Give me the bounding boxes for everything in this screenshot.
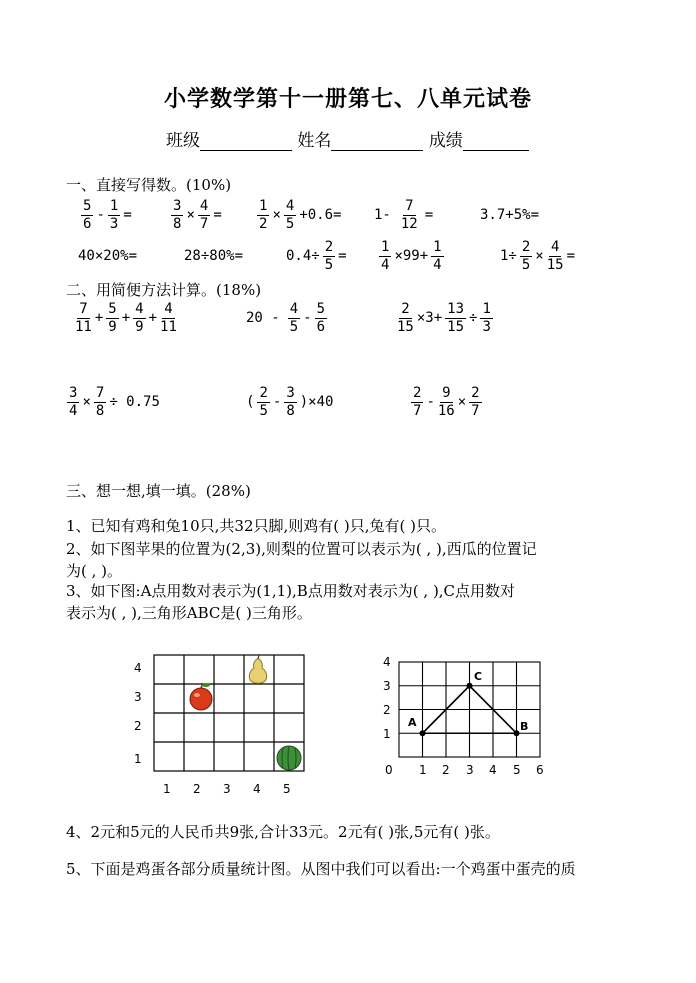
fraction: $\frac{7}{11}$ bbox=[75, 300, 92, 335]
s1-expr-4: 1- $\frac{7}{12}$ = bbox=[374, 197, 434, 232]
x-tick-label: 1 bbox=[419, 763, 427, 777]
fraction: $\frac{3}{8}$ bbox=[173, 197, 182, 232]
point-a-label: A bbox=[408, 716, 417, 729]
s2-expr-6: $\frac{2}{7}$ - $\frac{9}{16}$ × $\frac{2}{7}$ bbox=[413, 384, 480, 419]
fraction: $\frac{2}{15}$ bbox=[397, 300, 414, 335]
point-b-label: B bbox=[520, 720, 529, 733]
s1-expr-1: $\frac{5}{6}$ - $\frac{1}{3}$ = bbox=[83, 197, 132, 232]
fraction: $\frac{9}{16}$ bbox=[437, 384, 455, 419]
y-tick-label: 4 bbox=[383, 655, 391, 669]
fraction: $\frac{4}{9}$ bbox=[135, 300, 144, 335]
fraction: $\frac{1}{3}$ bbox=[482, 300, 491, 335]
point-b bbox=[514, 730, 520, 736]
fraction: $\frac{2}{7}$ bbox=[413, 384, 422, 419]
fraction: $\frac{5}{6}$ bbox=[83, 197, 92, 232]
score-label: 成绩 bbox=[428, 131, 463, 151]
y-tick-label: 1 bbox=[134, 752, 142, 766]
coordinate-grid bbox=[378, 652, 548, 782]
y-tick-label: 2 bbox=[134, 719, 142, 733]
watermelon-icon bbox=[277, 746, 301, 770]
grid-lines bbox=[399, 662, 540, 757]
x-tick-label: 3 bbox=[223, 782, 231, 796]
x-tick-label: 2 bbox=[442, 763, 450, 777]
question-4: 4、2元和5元的人民币共9张,合计33元。2元有( )张,5元有( )张。 bbox=[66, 823, 500, 841]
fraction: $\frac{13}{15}$ bbox=[447, 300, 465, 335]
fraction: $\frac{3}{4}$ bbox=[69, 384, 78, 419]
fraction: $\frac{2}{7}$ bbox=[471, 384, 480, 419]
point-a bbox=[420, 730, 426, 736]
fruit-grid bbox=[125, 648, 315, 800]
fraction: $\frac{2}{5}$ bbox=[521, 238, 531, 273]
question-3-line-1: 3、如下图:A点用数对表示为(1,1),B点用数对表示为( , ),C点用数对 bbox=[66, 582, 516, 600]
x-tick-label: 4 bbox=[489, 763, 497, 777]
section3-heading: 三、想一想,填一填。(28%) bbox=[66, 482, 251, 500]
fraction: $\frac{4}{11}$ bbox=[160, 300, 177, 335]
fraction: $\frac{4}{5}$ bbox=[289, 300, 299, 335]
score-blank[interactable] bbox=[463, 132, 529, 151]
question-5: 5、下面是鸡蛋各部分质量统计图。从图中我们可以看出:一个鸡蛋中蛋壳的质 bbox=[66, 860, 576, 878]
s1-expr-2: $\frac{3}{8}$ × $\frac{4}{7}$ = bbox=[173, 197, 222, 232]
question-1: 1、已知有鸡和兔10只,共32只脚,则鸡有( )只,兔有( )只。 bbox=[66, 517, 446, 535]
x-tick-label: 1 bbox=[163, 782, 171, 796]
s2-expr-3: $\frac{2}{15}$ ×3+ $\frac{13}{15}$ ÷ $\frac{1}{3}$ bbox=[397, 300, 491, 335]
header-info bbox=[166, 126, 529, 151]
fraction: $\frac{1}{2}$ bbox=[259, 197, 268, 232]
pear-icon bbox=[249, 655, 266, 683]
y-tick-label: 4 bbox=[134, 661, 142, 675]
s1-expr-9: $\frac{1}{4}$ ×99+ $\frac{1}{4}$ bbox=[381, 238, 442, 273]
question-2-line-2: 为( , )。 bbox=[66, 562, 123, 580]
s1-expr-6: 40×20%= bbox=[78, 248, 138, 264]
x-tick-label: 5 bbox=[283, 782, 291, 796]
fraction: $\frac{3}{8}$ bbox=[286, 384, 295, 419]
s1-expr-7: 28÷80%= bbox=[184, 248, 244, 264]
page-title: 小学数学第十一册第七、八单元试卷 bbox=[163, 86, 532, 112]
s1-expr-8: 0.4÷ $\frac{2}{5}$ = bbox=[286, 238, 347, 273]
section1-heading: 一、直接写得数。(10%) bbox=[66, 176, 232, 194]
point-c-label: C bbox=[474, 670, 483, 683]
s2-expr-5: ( $\frac{2}{5}$ - $\frac{3}{8}$ )×40 bbox=[246, 384, 334, 419]
x-tick-label: 6 bbox=[536, 763, 544, 777]
y-tick-label: 1 bbox=[383, 727, 391, 741]
name-blank[interactable] bbox=[331, 132, 423, 151]
name-label: 姓名 bbox=[297, 131, 332, 151]
apple-icon bbox=[190, 683, 212, 710]
fraction: $\frac{2}{5}$ bbox=[259, 384, 268, 419]
point-c bbox=[467, 683, 473, 689]
fraction: $\frac{2}{5}$ bbox=[324, 238, 334, 273]
question-3-line-2: 表示为( , ),三角形ABC是( )三角形。 bbox=[66, 604, 312, 622]
x-tick-label: 0 bbox=[385, 763, 393, 777]
class-blank[interactable] bbox=[200, 132, 292, 151]
x-tick-label: 4 bbox=[253, 782, 261, 796]
fraction: $\frac{1}{4}$ bbox=[433, 238, 442, 273]
fraction: $\frac{5}{6}$ bbox=[316, 300, 326, 335]
fraction: $\frac{4}{7}$ bbox=[199, 197, 209, 232]
y-tick-label: 3 bbox=[383, 679, 391, 693]
x-tick-label: 5 bbox=[513, 763, 521, 777]
x-tick-label: 3 bbox=[466, 763, 474, 777]
y-tick-label: 3 bbox=[134, 690, 142, 704]
fraction: $\frac{7}{12}$ bbox=[400, 197, 418, 232]
s1-expr-10: 1÷ $\frac{2}{5}$ × $\frac{4}{15}$ = bbox=[500, 238, 576, 273]
fraction: $\frac{4}{5}$ bbox=[285, 197, 295, 232]
fraction: $\frac{7}{8}$ bbox=[95, 384, 105, 419]
class-label: 班级 bbox=[166, 131, 200, 151]
s2-expr-1: $\frac{7}{11}$ + $\frac{5}{9}$ + $\frac{4}{9}$ + $\frac{4}{11}$ bbox=[75, 300, 177, 335]
fraction: $\frac{5}{9}$ bbox=[108, 300, 117, 335]
s2-expr-4: $\frac{3}{4}$ × $\frac{7}{8}$ ÷ 0.75 bbox=[69, 384, 160, 419]
s1-expr-3: $\frac{1}{2}$ × $\frac{4}{5}$ +0.6= bbox=[259, 197, 342, 232]
fraction: $\frac{1}{4}$ bbox=[381, 238, 390, 273]
x-tick-label: 2 bbox=[193, 782, 201, 796]
s1-expr-5: 3.7+5%= bbox=[480, 207, 540, 223]
question-2-line-1: 2、如下图苹果的位置为(2,3),则梨的位置可以表示为( , ),西瓜的位置记 bbox=[66, 540, 537, 558]
s2-expr-2: 20 - $\frac{4}{5}$ - $\frac{5}{6}$ bbox=[246, 300, 326, 335]
fraction: $\frac{1}{3}$ bbox=[109, 197, 119, 232]
section2-heading: 二、用简便方法计算。(18%) bbox=[66, 281, 262, 299]
fraction: $\frac{4}{15}$ bbox=[546, 238, 564, 273]
y-tick-label: 2 bbox=[383, 703, 391, 717]
